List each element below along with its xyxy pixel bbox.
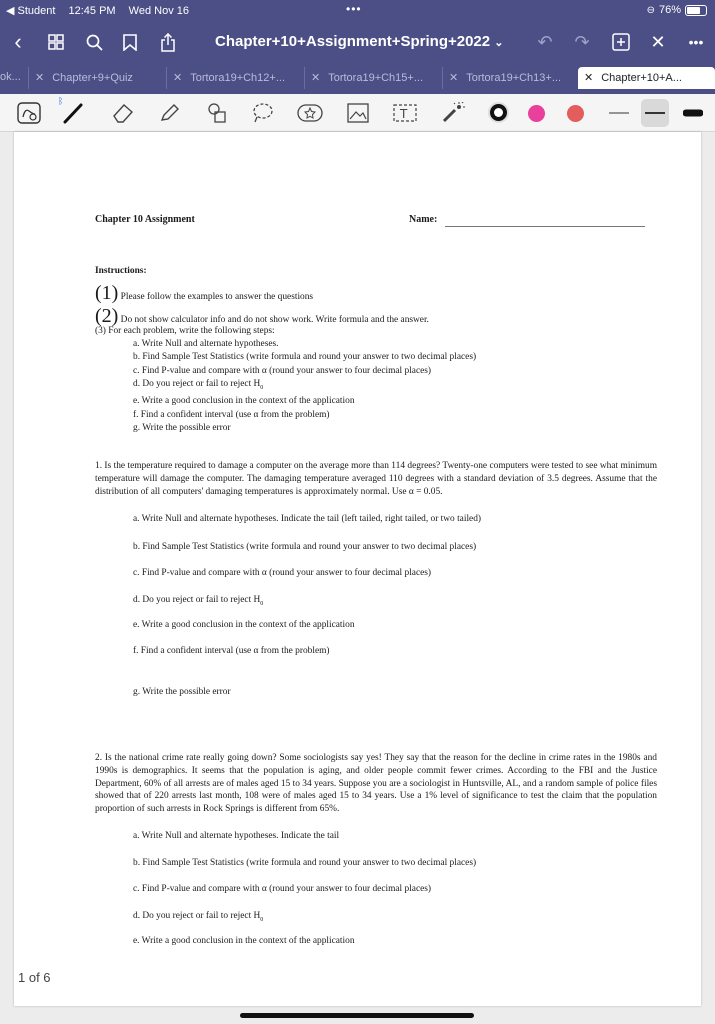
back-chevron-icon[interactable]: ‹ (14, 29, 22, 54)
tab-0[interactable]: ok... (0, 71, 21, 83)
exit-edit-icon[interactable]: ✕ (650, 31, 666, 52)
tab-close-icon[interactable]: ✕ (311, 72, 321, 84)
document-title[interactable]: Chapter+10+Assignment+Spring+2022 ⌄ (215, 33, 504, 50)
instruction-3: (3) For each problem, write the following steps: (95, 326, 275, 336)
q1-step: b. Find Sample Test Statistics (write formula and round your answer to two decimal places) (133, 542, 477, 552)
read-only-icon[interactable] (16, 100, 42, 126)
more-options-icon[interactable]: ••• (688, 34, 704, 50)
image-icon[interactable] (345, 100, 371, 126)
search-icon[interactable] (82, 30, 106, 54)
name-underline (445, 226, 645, 227)
tab-close-icon[interactable]: ✕ (173, 72, 183, 84)
instructions-heading: Instructions: (95, 266, 147, 276)
tab-2[interactable]: ✕ Tortora19+Ch12+... (166, 67, 304, 89)
page-indicator: 1 of 6 (18, 970, 51, 985)
assignment-title: Chapter 10 Assignment (95, 214, 195, 225)
tab-4[interactable]: ✕ Tortora19+Ch13+... (442, 67, 578, 89)
question-1-text: 1. Is the temperature required to damage a computer on the average more than 114 degrees? Twenty-one computers were tested to see what minimum temperature will damage the computer. The damaging temperature averaged 110 degrees with a standard deviation of 3.5 degrees. Assume that the distribution of all computers' damaging temperatures is approximately normal. Use α = 0.05. (95, 461, 657, 497)
highlighter-icon[interactable] (157, 100, 183, 126)
title-chevron-down-icon[interactable]: ⌄ (494, 37, 504, 49)
q2-step: e. Write a good conclusion in the context of the application (133, 936, 355, 946)
instruction-step: d. Do you reject or fail to reject $H_0$ (133, 379, 264, 391)
home-indicator[interactable] (240, 1013, 474, 1018)
q2-step: b. Find Sample Test Statistics (write formula and round your answer to two decimal places) (133, 858, 477, 868)
multitasking-dots-icon[interactable]: ••• (346, 2, 362, 16)
q1-step: c. Find P-value and compare with α (round your answer to four decimal places) (133, 568, 432, 578)
name-label: Name: (409, 214, 438, 225)
sticker-icon[interactable] (297, 100, 323, 126)
status-bar (0, 0, 715, 22)
app-header (0, 0, 715, 94)
question-2-text: 2. Is the national crime rate really going down? Some sociologists say yes! They say that the reason for the decline in crime rates in the 1980s and 1990s is demographics. It seems that the population is aging, and older people commit fewer crimes. According to the FBI and the Justice Department, 60% of all arrests are of males aged 15 to 34 years. Suppose you are a sociologist in Huntsville, AL, and a random sample of police files showed that of 220 arrests last month, 108 were of males aged 15 to 34 years. Use a 1% level of significance to test the claim that the population proportion of such arrests in Rock Springs is different from 65%. (95, 753, 657, 815)
tab-close-icon[interactable]: ✕ (584, 72, 594, 84)
instruction-2: (2) Do not show calculator info and do not show work. Write formula and the answer. (95, 305, 429, 327)
nav-bar (0, 26, 715, 58)
instruction-step: c. Find P-value and compare with α (round your answer to four decimal places) (133, 366, 432, 376)
grid-view-icon[interactable] (44, 30, 68, 54)
add-page-icon[interactable] (609, 30, 633, 54)
thin-stroke-icon[interactable] (606, 100, 632, 126)
color-pink[interactable] (528, 105, 545, 122)
battery-icon (685, 5, 707, 16)
q2-step: a. Write Null and alternate hypotheses. Indicate the tail (133, 831, 340, 841)
tab-5-active[interactable]: ✕ Chapter+10+A... (578, 67, 715, 89)
q2-step: d. Do you reject or fail to reject $H_0$ (133, 911, 264, 923)
share-icon[interactable] (156, 30, 180, 54)
q1-step: d. Do you reject or fail to reject $H_0$ (133, 595, 264, 607)
instruction-step: a. Write Null and alternate hypotheses. (133, 339, 279, 349)
undo-icon[interactable]: ↶ (537, 31, 553, 52)
q1-step: f. Find a confident interval (use α from the problem) (133, 646, 330, 656)
instruction-step: f. Find a confident interval (use α from the problem) (133, 410, 330, 420)
bookmark-icon[interactable] (118, 30, 142, 54)
tab-close-icon[interactable]: ✕ (449, 72, 459, 84)
clock: 12:45 PM (68, 5, 116, 17)
annotation-toolbar (0, 94, 715, 132)
document-tabs (0, 64, 715, 89)
eraser-icon[interactable] (110, 100, 136, 126)
document-page[interactable] (14, 132, 701, 1006)
q2-step: c. Find P-value and compare with α (round your answer to four decimal places) (133, 884, 432, 894)
instruction-step: g. Write the possible error (133, 423, 231, 433)
lasso-icon[interactable] (250, 100, 276, 126)
svg-text:T: T (400, 107, 408, 121)
battery-percent: 76% (658, 4, 681, 16)
thick-stroke-icon[interactable] (680, 100, 706, 126)
instruction-step: e. Write a good conclusion in the context of the application (133, 396, 355, 406)
q1-step: g. Write the possible error (133, 687, 231, 697)
medium-stroke-icon[interactable] (641, 99, 669, 127)
laser-pointer-icon[interactable] (440, 100, 466, 126)
tab-3[interactable]: ✕ Tortora19+Ch15+... (304, 67, 442, 89)
shapes-icon[interactable] (204, 100, 230, 126)
text-box-icon[interactable] (392, 100, 418, 126)
date: Wed Nov 16 (128, 5, 189, 17)
tab-1[interactable]: ✕ Chapter+9+Quiz (28, 67, 166, 89)
instruction-1: (1) Please follow the examples to answer the questions (95, 282, 314, 304)
color-black[interactable] (488, 102, 509, 123)
q1-step: a. Write Null and alternate hypotheses. Indicate the tail (left tailed, right tailed, or two tailed) (133, 514, 482, 524)
redo-icon[interactable]: ↷ (574, 31, 590, 52)
back-to-app-link[interactable]: ◀ Student (6, 5, 56, 17)
orientation-lock-icon: ⊖ (646, 4, 655, 16)
bluetooth-icon: ᛒ (60, 100, 86, 126)
q1-step: e. Write a good conclusion in the context of the application (133, 620, 355, 630)
instruction-step: b. Find Sample Test Statistics (write formula and round your answer to two decimal places) (133, 352, 477, 362)
color-red[interactable] (567, 105, 584, 122)
tab-close-icon[interactable]: ✕ (35, 72, 45, 84)
